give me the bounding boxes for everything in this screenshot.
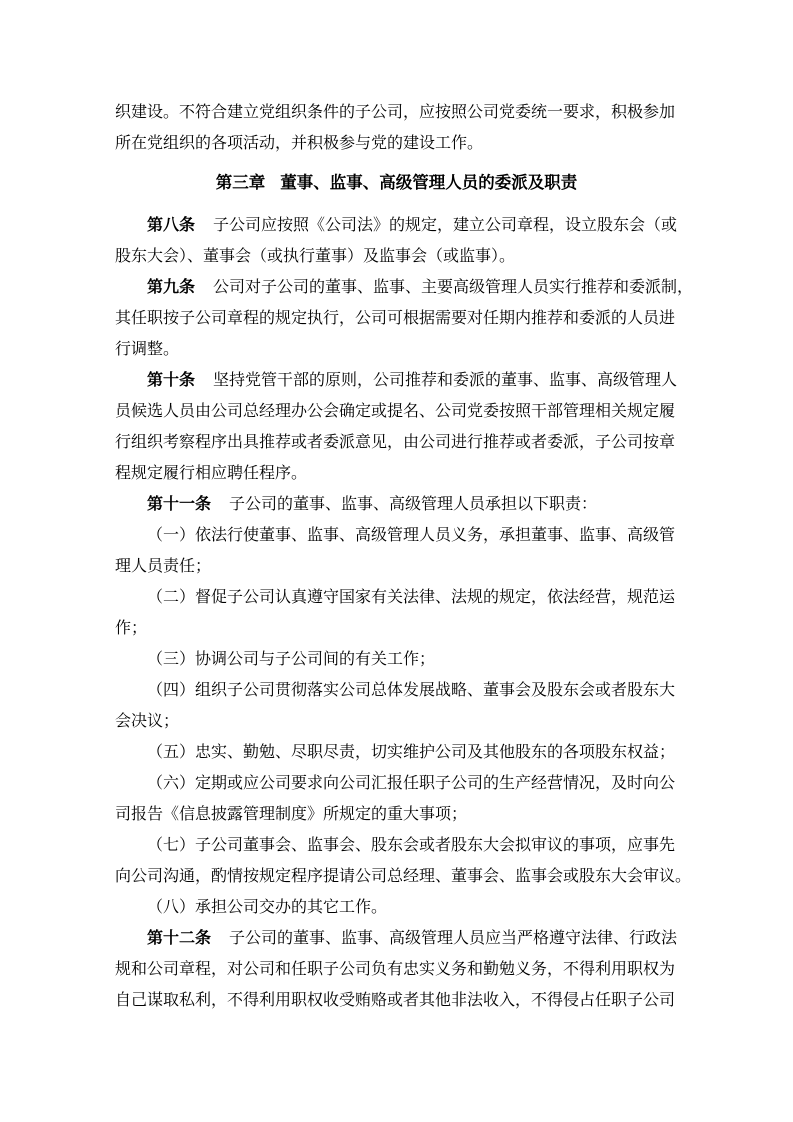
text-line: （四）组织子公司贯彻落实公司总体发展战略、董事会及股东会或者股东大 — [147, 682, 676, 699]
text-line: 自己谋取私利，不得利用职权收受贿赂或者其他非法收入，不得侵占任职子公司 — [115, 992, 676, 1009]
text-line: 其任职按子公司章程的规定执行，公司可根据需要对任期内推荐和委派的人员进 — [115, 310, 676, 327]
text-line: 行组织考察程序出具推荐或者委派意见，由公司进行推荐或者委派，子公司按章 — [115, 434, 676, 451]
articles-section — [115, 210, 694, 1016]
text-line: 第十条 坚持党管干部的原则，公司推荐和委派的董事、监事、高级管理人 — [147, 372, 678, 389]
article-paragraph — [115, 675, 678, 737]
article-paragraph — [115, 644, 678, 675]
text-line: 第十二条 子公司的董事、监事、高级管理人员应当严格遵守法律、行政法 — [147, 930, 678, 947]
article-paragraph — [115, 489, 678, 520]
article-paragraph — [115, 365, 678, 489]
article-number: 第九条 — [147, 279, 196, 296]
text-line: 规和公司章程，对公司和任职子公司负有忠实义务和勤勉义务，不得利用职权为 — [115, 961, 676, 978]
text-line: 理人员责任； — [115, 558, 212, 575]
text-line: （三）协调公司与子公司间的有关工作； — [147, 651, 436, 668]
text-line: 所在党组织的各项活动，并积极参与党的建设工作。 — [115, 135, 484, 152]
article-paragraph — [115, 892, 678, 923]
text-line: （五）忠实、勤勉、尽职尽责，切实维护公司及其他股东的各项股东权益； — [147, 744, 676, 761]
article-number: 第十一条 — [147, 496, 212, 513]
text-line: （八）承担公司交办的其它工作。 — [147, 899, 388, 916]
text-line: 作； — [115, 620, 148, 637]
intro-paragraph — [115, 97, 678, 159]
article-paragraph — [115, 830, 692, 892]
article-number: 第八条 — [147, 217, 196, 234]
text-line: 司报告《信息披露管理制度》所规定的重大事项； — [115, 806, 468, 823]
article-number: 第十二条 — [147, 930, 212, 947]
text-line: 织建设。不符合建立党组织条件的子公司，应按照公司党委统一要求，积极参加 — [115, 104, 676, 121]
text-line: 程规定履行相应聘任程序。 — [115, 465, 308, 482]
text-line: 行调整。 — [115, 341, 180, 358]
article-paragraph — [115, 768, 678, 830]
article-paragraph — [115, 210, 678, 272]
article-paragraph — [115, 737, 678, 768]
article-paragraph — [115, 272, 694, 365]
article-paragraph — [115, 923, 678, 1016]
text-line: 向公司沟通，酌情按规定程序提请公司总经理、董事会、监事会或股东大会审议。 — [115, 868, 692, 885]
text-line: 第十一条 子公司的董事、监事、高级管理人员承担以下职责： — [147, 496, 598, 513]
text-line: （七）子公司董事会、监事会、股东会或者股东大会拟审议的事项，应事先 — [147, 837, 676, 854]
text-line: （一）依法行使董事、监事、高级管理人员义务，承担董事、监事、高级管 — [147, 527, 676, 544]
text-line: 第九条 公司对子公司的董事、监事、主要高级管理人员实行推荐和委派制， — [147, 279, 694, 296]
text-line: （六）定期或应公司要求向公司汇报任职子公司的生产经营情况，及时向公 — [147, 775, 676, 792]
text-line: （二）督促子公司认真遵守国家有关法律、法规的规定，依法经营，规范运 — [147, 589, 676, 606]
text-line: 第八条 子公司应按照《公司法》的规定，建立公司章程，设立股东会（或 — [147, 217, 678, 234]
article-number: 第十条 — [147, 372, 196, 389]
article-paragraph — [115, 520, 678, 582]
text-line: 员候选人员由公司总经理办公会确定或提名、公司党委按照干部管理相关规定履 — [115, 403, 676, 420]
text-line: 会决议； — [115, 713, 180, 730]
chapter-title: 董事、监事、高级管理人员的委派及职责 — [280, 173, 578, 192]
chapter-heading — [115, 167, 678, 198]
chapter-number: 第三章 — [215, 173, 266, 192]
text-line: 股东大会）、董事会（或执行董事）及监事会（或监事）。 — [115, 248, 516, 265]
article-paragraph — [115, 582, 678, 644]
